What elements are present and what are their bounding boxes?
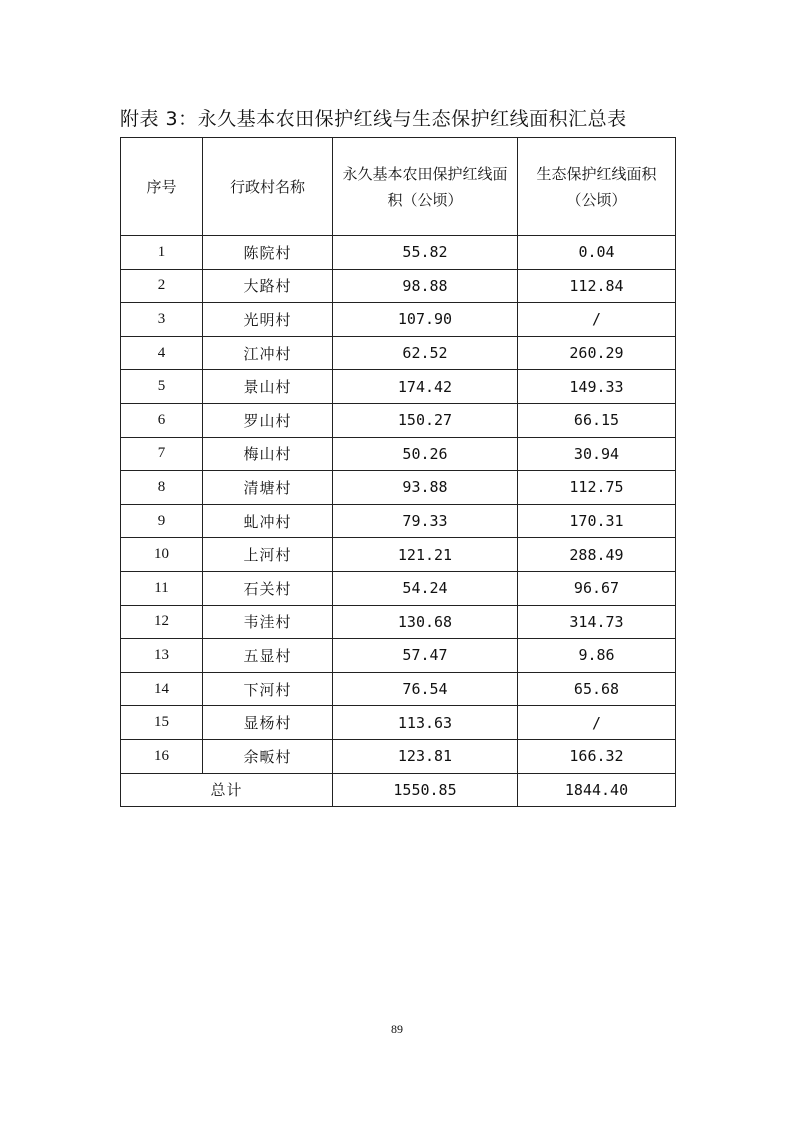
- table-row: [121, 672, 676, 706]
- cell-farmland: 113.63: [333, 706, 518, 740]
- cell-village: 虬冲村: [203, 504, 333, 538]
- cell-farmland: 50.26: [333, 437, 518, 471]
- cell-village: 景山村: [203, 370, 333, 404]
- cell-ecology: 65.68: [518, 672, 676, 706]
- cell-index: 6: [121, 403, 203, 437]
- cell-farmland: 150.27: [333, 403, 518, 437]
- cell-ecology: /: [518, 303, 676, 337]
- table-header-row: [121, 138, 676, 236]
- cell-village: 罗山村: [203, 403, 333, 437]
- header-village: 行政村名称: [203, 138, 333, 236]
- table-row: [121, 303, 676, 337]
- total-ecology: 1844.40: [518, 773, 676, 807]
- cell-farmland: 98.88: [333, 269, 518, 303]
- cell-index: 9: [121, 504, 203, 538]
- cell-farmland: 123.81: [333, 739, 518, 773]
- table-row: [121, 605, 676, 639]
- cell-ecology: 30.94: [518, 437, 676, 471]
- cell-village: 江冲村: [203, 336, 333, 370]
- cell-index: 7: [121, 437, 203, 471]
- cell-index: 4: [121, 336, 203, 370]
- header-farmland: 永久基本农田保护红线面积（公顷）: [333, 138, 518, 236]
- table-row: [121, 504, 676, 538]
- table-row: [121, 471, 676, 505]
- cell-ecology: 112.84: [518, 269, 676, 303]
- cell-ecology: 314.73: [518, 605, 676, 639]
- cell-village: 梅山村: [203, 437, 333, 471]
- cell-ecology: 260.29: [518, 336, 676, 370]
- cell-index: 14: [121, 672, 203, 706]
- cell-index: 8: [121, 471, 203, 505]
- cell-farmland: 62.52: [333, 336, 518, 370]
- page-number: 89: [391, 1022, 403, 1036]
- cell-village: 石关村: [203, 571, 333, 605]
- cell-index: 11: [121, 571, 203, 605]
- cell-farmland: 174.42: [333, 370, 518, 404]
- cell-farmland: 93.88: [333, 471, 518, 505]
- cell-village: 余畈村: [203, 739, 333, 773]
- cell-village: 光明村: [203, 303, 333, 337]
- cell-village: 五显村: [203, 639, 333, 673]
- cell-village: 显杨村: [203, 706, 333, 740]
- cell-ecology: 288.49: [518, 538, 676, 572]
- cell-ecology: 96.67: [518, 571, 676, 605]
- cell-index: 15: [121, 706, 203, 740]
- cell-village: 韦洼村: [203, 605, 333, 639]
- cell-farmland: 54.24: [333, 571, 518, 605]
- table-row: [121, 236, 676, 270]
- summary-table: [120, 137, 676, 807]
- cell-ecology: 170.31: [518, 504, 676, 538]
- cell-ecology: 0.04: [518, 236, 676, 270]
- cell-ecology: 9.86: [518, 639, 676, 673]
- cell-village: 陈院村: [203, 236, 333, 270]
- cell-ecology: 166.32: [518, 739, 676, 773]
- table-row: [121, 336, 676, 370]
- cell-index: 5: [121, 370, 203, 404]
- cell-village: 大路村: [203, 269, 333, 303]
- table-row: [121, 571, 676, 605]
- cell-ecology: /: [518, 706, 676, 740]
- table-row: [121, 739, 676, 773]
- total-label: 总计: [121, 773, 333, 807]
- cell-ecology: 112.75: [518, 471, 676, 505]
- cell-farmland: 107.90: [333, 303, 518, 337]
- cell-index: 3: [121, 303, 203, 337]
- header-index: 序号: [121, 138, 203, 236]
- cell-farmland: 57.47: [333, 639, 518, 673]
- document-title: 附表 3：永久基本农田保护红线与生态保护红线面积汇总表: [120, 108, 627, 130]
- cell-ecology: 149.33: [518, 370, 676, 404]
- table-row: [121, 403, 676, 437]
- table-row: [121, 269, 676, 303]
- total-farmland: 1550.85: [333, 773, 518, 807]
- cell-index: 16: [121, 739, 203, 773]
- cell-village: 清塘村: [203, 471, 333, 505]
- cell-index: 12: [121, 605, 203, 639]
- cell-index: 2: [121, 269, 203, 303]
- table-row: [121, 437, 676, 471]
- cell-index: 1: [121, 236, 203, 270]
- cell-village: 上河村: [203, 538, 333, 572]
- cell-farmland: 76.54: [333, 672, 518, 706]
- cell-farmland: 55.82: [333, 236, 518, 270]
- cell-index: 13: [121, 639, 203, 673]
- table-row: [121, 639, 676, 673]
- table-body: [121, 236, 676, 807]
- cell-village: 下河村: [203, 672, 333, 706]
- cell-index: 10: [121, 538, 203, 572]
- header-ecology: 生态保护红线面积（公顷）: [518, 138, 676, 236]
- table-row: [121, 706, 676, 740]
- cell-ecology: 66.15: [518, 403, 676, 437]
- table-row: [121, 370, 676, 404]
- table-total-row: [121, 773, 676, 807]
- cell-farmland: 121.21: [333, 538, 518, 572]
- cell-farmland: 79.33: [333, 504, 518, 538]
- cell-farmland: 130.68: [333, 605, 518, 639]
- table-row: [121, 538, 676, 572]
